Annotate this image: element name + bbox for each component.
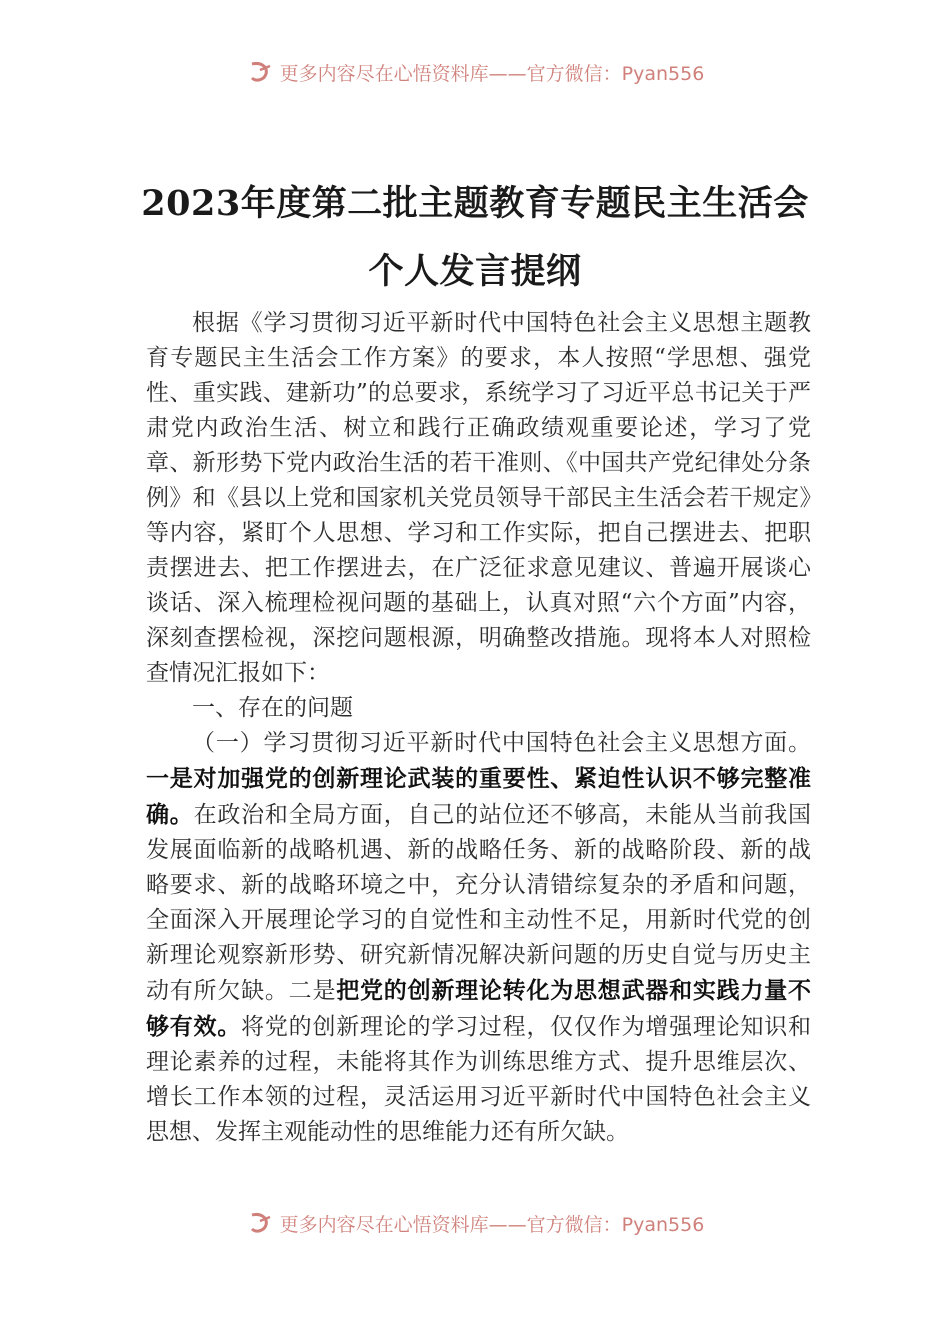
document-title-line1: 2023年度第二批主题教育专题民主生活会	[141, 183, 809, 224]
section-paragraph-1	[146, 726, 811, 1150]
header-watermark-banner	[0, 55, 950, 89]
logo-icon	[246, 60, 276, 84]
header-watermark-text: 更多内容尽在心悟资料库——官方微信：Pyan556	[279, 62, 705, 85]
document-body	[146, 306, 811, 1150]
document-title-line2: 个人发言提纲	[368, 251, 582, 292]
footer-watermark-text: 更多内容尽在心悟资料库——官方微信：Pyan556	[279, 1213, 705, 1236]
point-one-bold: 一是对加强党的创新理论武装的重要性、紧迫性认识不够完整准确。	[146, 765, 811, 828]
intro-paragraph: 根据《学习贯彻习近平新时代中国特色社会主义思想主题教育专题民主生活会工作方案》的要求，本人按照“学思想、强党性、重实践、建新功”的总要求，系统学习了习近平总书记关于严肃党内政治生活、树立和践行正确政绩观重要论述，学习了党章、新形势下党内政治生活的若干准则、《中国共产党纪律处分条例》和《县以上党和国家机关党员领导干部民主生活会若干规定》等内容，紧盯个人思想、学习和工作实际，把自己摆进去、把职责摆进去、把工作摆进去，在广泛征求意见建议、普遍开展谈心谈话、深入梳理检视问题的基础上，认真对照“六个方面”内容，深刻查摆检视，深挖问题根源，明确整改措施。现将本人对照检查情况汇报如下：	[146, 310, 811, 686]
logo-icon	[246, 1211, 276, 1235]
footer-watermark-banner	[0, 1206, 950, 1240]
point-one-text: 在政治和全局方面，自己的站位还不够高，未能从当前我国发展面临新的战略机遇、新的战略任务、新的战略阶段、新的战略要求、新的战略环境之中，充分认清错综复杂的矛盾和问题，全面深入开展理论学习的自觉性和主动性不足，用新时代党的创新理论观察新形势、研究新情况解决新问题的历史自觉与历史主动有所欠缺。	[146, 802, 812, 1004]
paragraph-lead: （一）学习贯彻习近平新时代中国特色社会主义思想方面。	[192, 730, 811, 756]
point-two-text: 将党的创新理论的学习过程，仅仅作为增强理论知识和理论素养的过程，未能将其作为训练思维方式、提升思维层次、增长工作本领的过程，灵活运用习近平新时代中国特色社会主义思想、发挥主观能动性的思维能力还有所欠缺。	[146, 1014, 812, 1145]
point-two-prefix: 二是	[288, 978, 337, 1004]
section-heading: 一、存在的问题	[192, 695, 353, 721]
point-two-bold: 把党的创新理论转化为思想武器和实践力量不够有效。	[146, 977, 812, 1040]
